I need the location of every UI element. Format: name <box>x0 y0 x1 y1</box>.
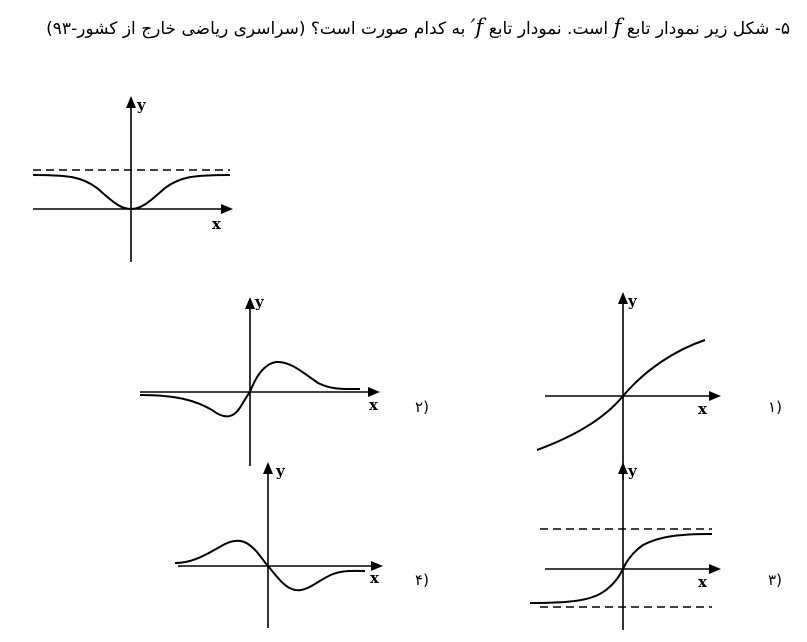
question-text-a: شکل زیر نمودار تابع <box>626 19 770 39</box>
option-1-y-arrow <box>618 292 628 304</box>
question-text-c: به کدام صورت است؟ (سراسری ریاضی خارج از کشور-۹۳) <box>46 19 466 39</box>
option-1-number[interactable]: (۱ <box>768 398 782 416</box>
main-x-arrow <box>221 204 233 214</box>
option-4-x-label: x <box>370 569 379 587</box>
option-3-y-label: y <box>628 462 637 480</box>
option-4-y-label: y <box>276 462 285 480</box>
option-4-y-arrow <box>263 462 273 474</box>
option-1-x-label: x <box>698 400 707 418</box>
function-f: f <box>613 15 622 39</box>
option-2-x-label: x <box>369 396 378 414</box>
option-4-number[interactable]: (۴ <box>415 571 429 589</box>
main-y-arrow <box>126 96 136 108</box>
function-f-prime: f′ <box>470 15 484 39</box>
option-4-graph <box>175 462 383 628</box>
question-number: ۵- <box>774 19 790 39</box>
option-3-x-arrow <box>709 564 721 574</box>
option-1-curve <box>537 340 705 450</box>
option-1-y-label: y <box>628 292 637 310</box>
option-3-y-arrow <box>618 462 628 474</box>
option-1-x-arrow <box>709 391 721 401</box>
main-x-label: x <box>212 215 221 233</box>
question-text-b: است. نمودار تابع <box>488 19 609 39</box>
option-2-y-arrow <box>245 297 255 309</box>
option-2-y-label: y <box>255 293 264 311</box>
option-3-x-label: x <box>698 573 707 591</box>
option-1-graph <box>537 292 721 480</box>
main-y-label: y <box>137 96 146 114</box>
option-3-number[interactable]: (۳ <box>768 571 782 589</box>
option-2-number[interactable]: (۲ <box>415 398 429 416</box>
option-3-graph <box>530 462 721 630</box>
option-2-graph <box>140 293 380 466</box>
